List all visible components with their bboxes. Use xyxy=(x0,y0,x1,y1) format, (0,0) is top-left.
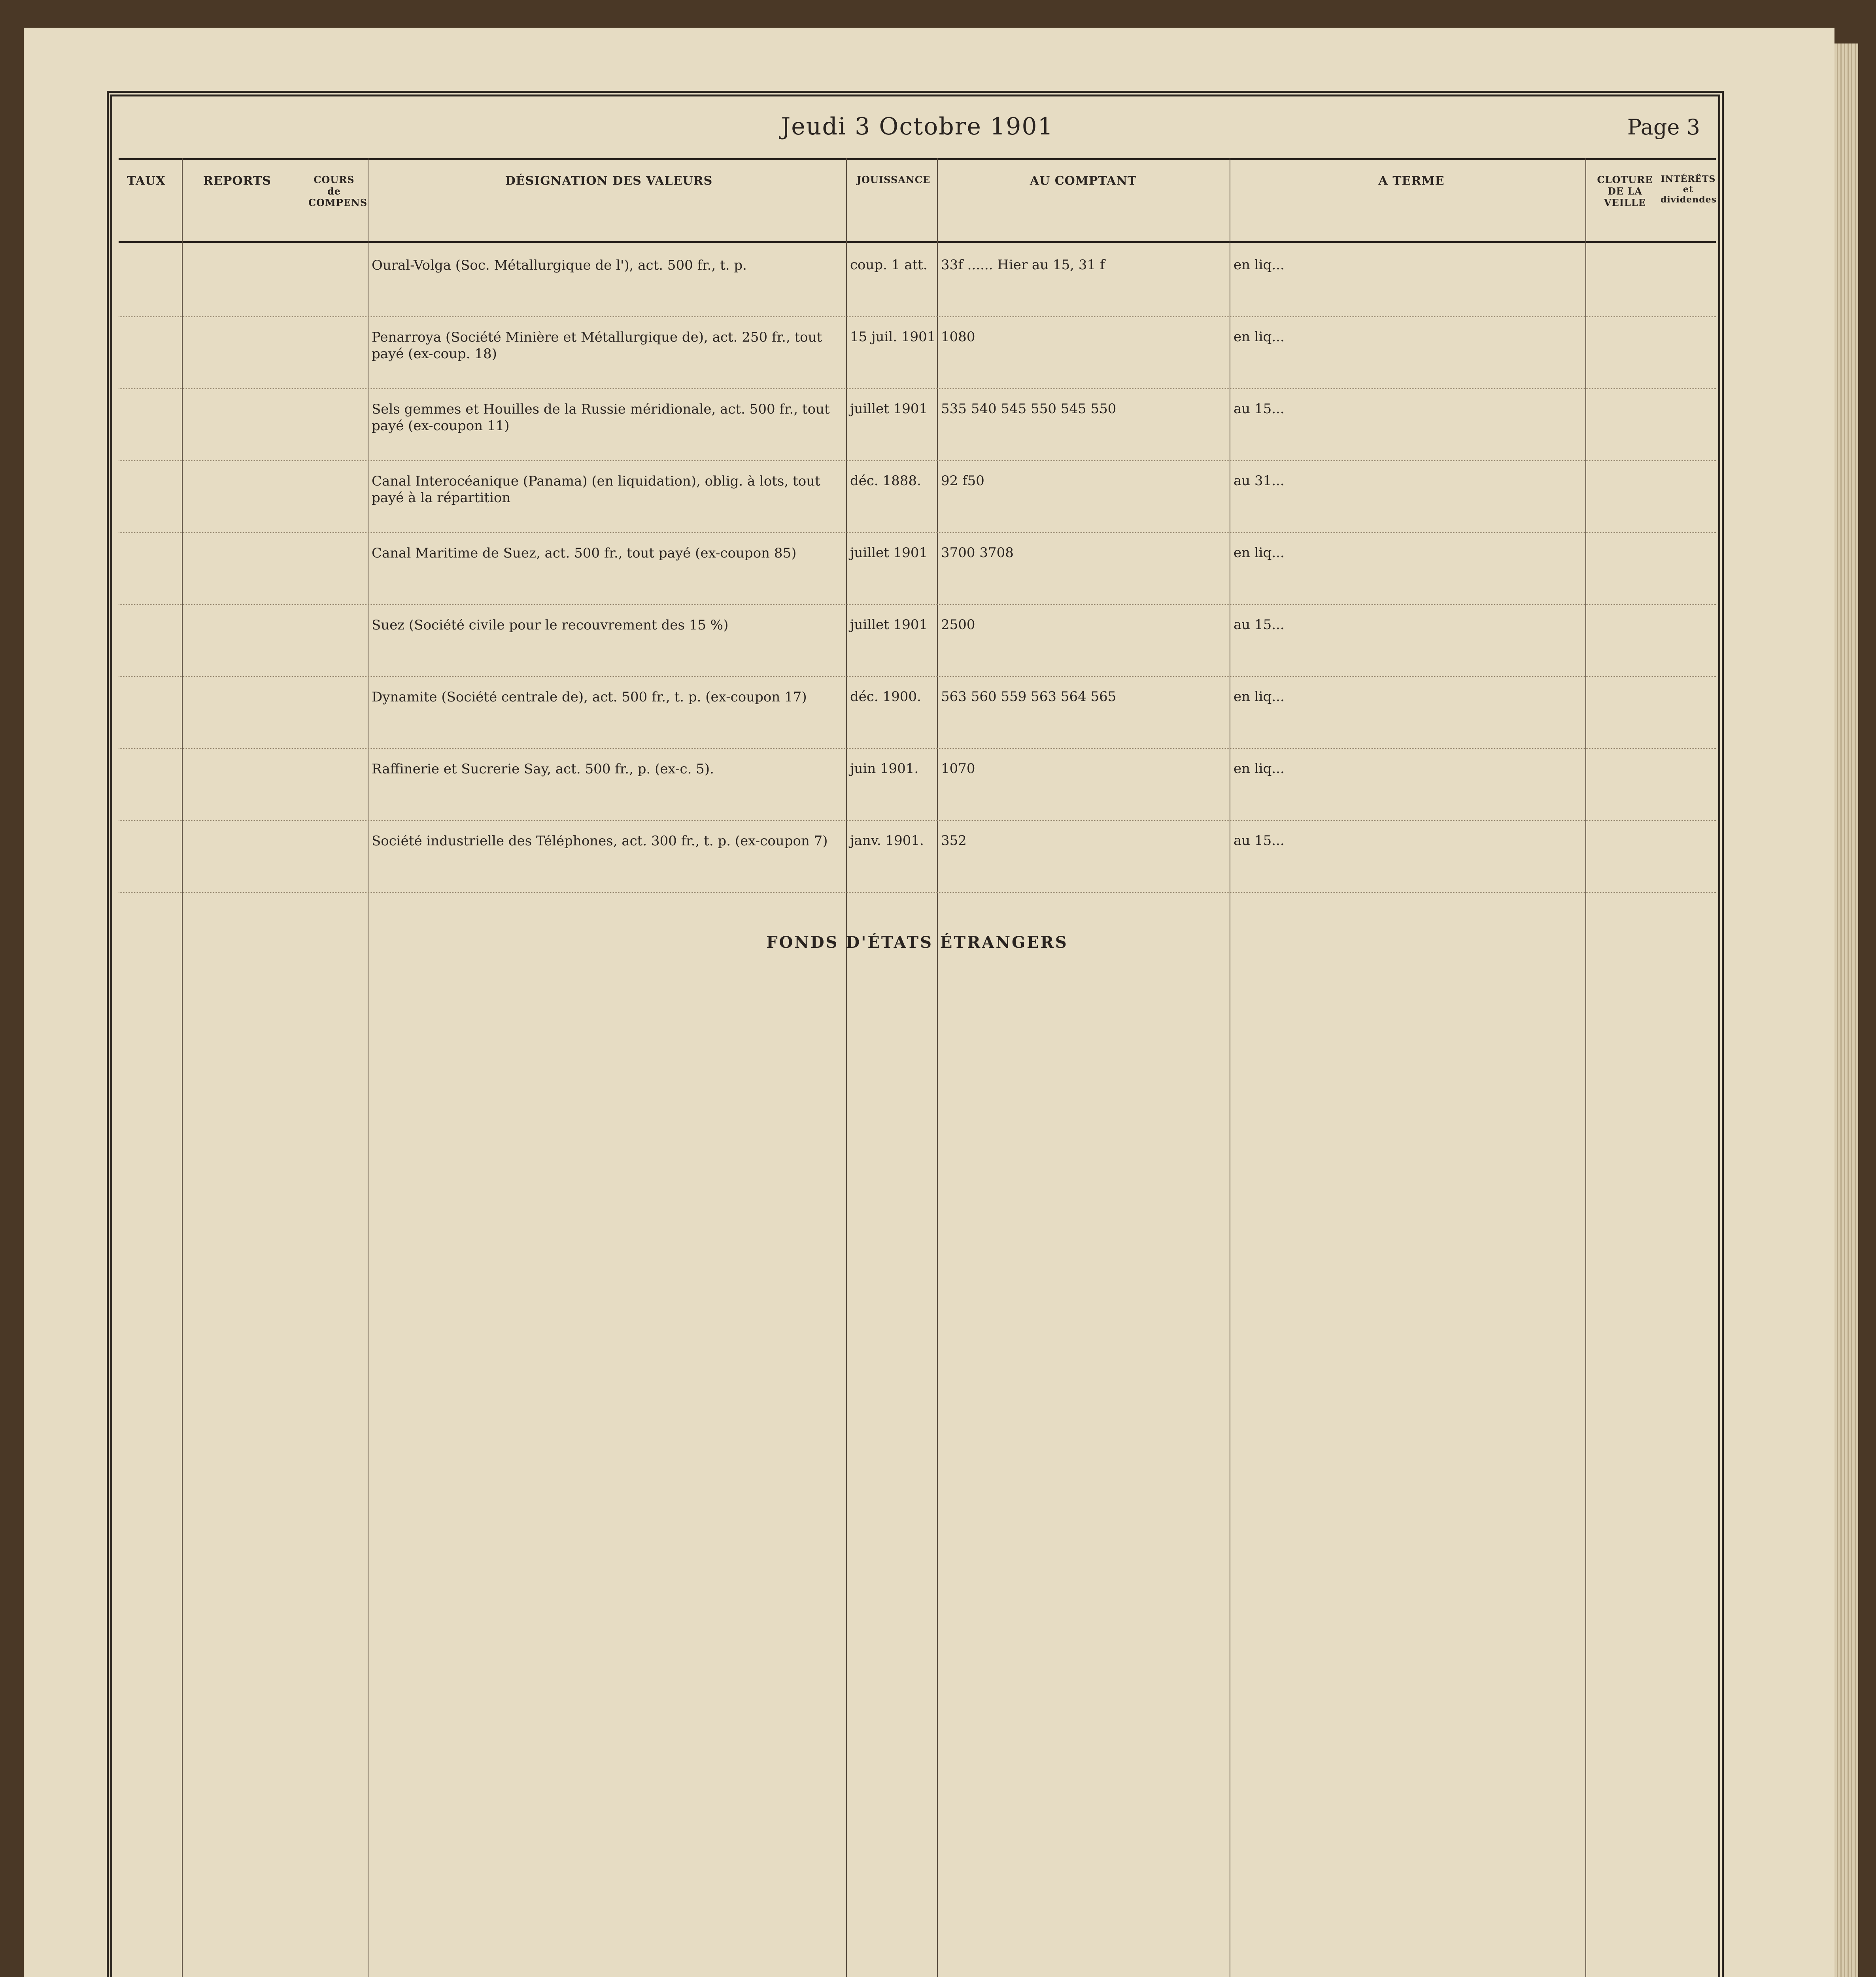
jouissance: déc. 1900. xyxy=(850,689,921,705)
jouissance: 15 juil. 1901 xyxy=(850,329,936,345)
designation: Dynamite (Société centrale de), act. 500 fr., t. p. (ex-coupon 17) xyxy=(372,689,807,705)
col-jouissance: JOUISSANCE xyxy=(856,174,931,185)
jouissance: janv. 1901. xyxy=(850,833,924,849)
jouissance: déc. 1888. xyxy=(850,473,921,489)
jouissance: juillet 1901 xyxy=(850,617,928,633)
quotation-table xyxy=(119,245,1716,893)
table-row xyxy=(119,821,1716,893)
table-row xyxy=(119,605,1716,677)
jouissance: juillet 1901 xyxy=(850,401,928,417)
col-a-terme: A TERME xyxy=(1378,174,1445,188)
comptant: 1080 xyxy=(941,329,975,345)
terme: au 15... xyxy=(1234,833,1285,849)
terme: au 15... xyxy=(1234,401,1285,417)
col-au-comptant: AU COMPTANT xyxy=(1030,174,1137,188)
col-designation: DÉSIGNATION DES VALEURS xyxy=(505,174,713,188)
comptant: 33f ...... Hier au 15, 31 f xyxy=(941,257,1105,273)
comptant: 92 f50 xyxy=(941,473,984,489)
terme: au 31... xyxy=(1234,473,1285,489)
table-row xyxy=(119,749,1716,821)
designation: Penarroya (Société Minière et Métallurgique de), act. 250 fr., tout payé (ex-coup. 18) xyxy=(372,329,822,362)
designation: Société industrielle des Téléphones, act. 300 fr., t. p. (ex-coupon 7) xyxy=(372,833,828,849)
page-date: Jeudi 3 Octobre 1901 xyxy=(781,113,1054,140)
designation: Oural-Volga (Soc. Métallurgique de l'), act. 500 fr., t. p. xyxy=(372,257,747,273)
comptant: 1070 xyxy=(941,761,975,777)
comptant: 2500 xyxy=(941,617,975,633)
terme: en liq... xyxy=(1234,545,1285,561)
comptant: 535 540 545 550 545 550 xyxy=(941,401,1117,417)
table-row xyxy=(119,461,1716,533)
designation: Canal Maritime de Suez, act. 500 fr., tout payé (ex-coupon 85) xyxy=(372,545,797,561)
jouissance: juillet 1901 xyxy=(850,545,928,561)
section-title: FONDS D'ÉTATS ÉTRANGERS xyxy=(766,933,1068,952)
terme: au 15... xyxy=(1234,617,1285,633)
col-cloture: CLOTURE DE LA VEILLE xyxy=(1597,174,1653,208)
page-header xyxy=(119,99,1716,160)
table-row xyxy=(119,245,1716,317)
comptant: 352 xyxy=(941,833,967,849)
jouissance: coup. 1 att. xyxy=(850,257,928,273)
terme: en liq... xyxy=(1234,329,1285,345)
designation: Suez (Société civile pour le recouvrement des 15 %) xyxy=(372,617,729,633)
jouissance: juin 1901. xyxy=(850,761,919,777)
designation: Raffinerie et Sucrerie Say, act. 500 fr., p. (ex-c. 5). xyxy=(372,761,714,777)
col-interets: INTÉRÊTS et dividendes xyxy=(1661,174,1717,205)
terme: en liq... xyxy=(1234,257,1285,273)
column-headers xyxy=(119,158,1716,243)
table-row xyxy=(119,533,1716,605)
terme: en liq... xyxy=(1234,761,1285,777)
col-cours: COURS de COMPENS xyxy=(308,174,368,208)
table-row xyxy=(119,317,1716,389)
designation: Sels gemmes et Houilles de la Russie méridionale, act. 500 fr., tout payé (ex-coupon 11) xyxy=(372,401,830,434)
terme: en liq... xyxy=(1234,689,1285,705)
comptant: 3700 3708 xyxy=(941,545,1014,561)
comptant: 563 560 559 563 564 565 xyxy=(941,689,1117,705)
page-number: Page 3 xyxy=(1627,115,1700,140)
col-taux: TAUX xyxy=(127,174,166,188)
table-row xyxy=(119,389,1716,461)
table-row xyxy=(119,677,1716,749)
designation: Canal Interocéanique (Panama) (en liquidation), oblig. à lots, tout payé à la répartition xyxy=(372,473,820,506)
col-reports: REPORTS xyxy=(203,174,271,188)
page-edge xyxy=(1834,43,1858,1977)
